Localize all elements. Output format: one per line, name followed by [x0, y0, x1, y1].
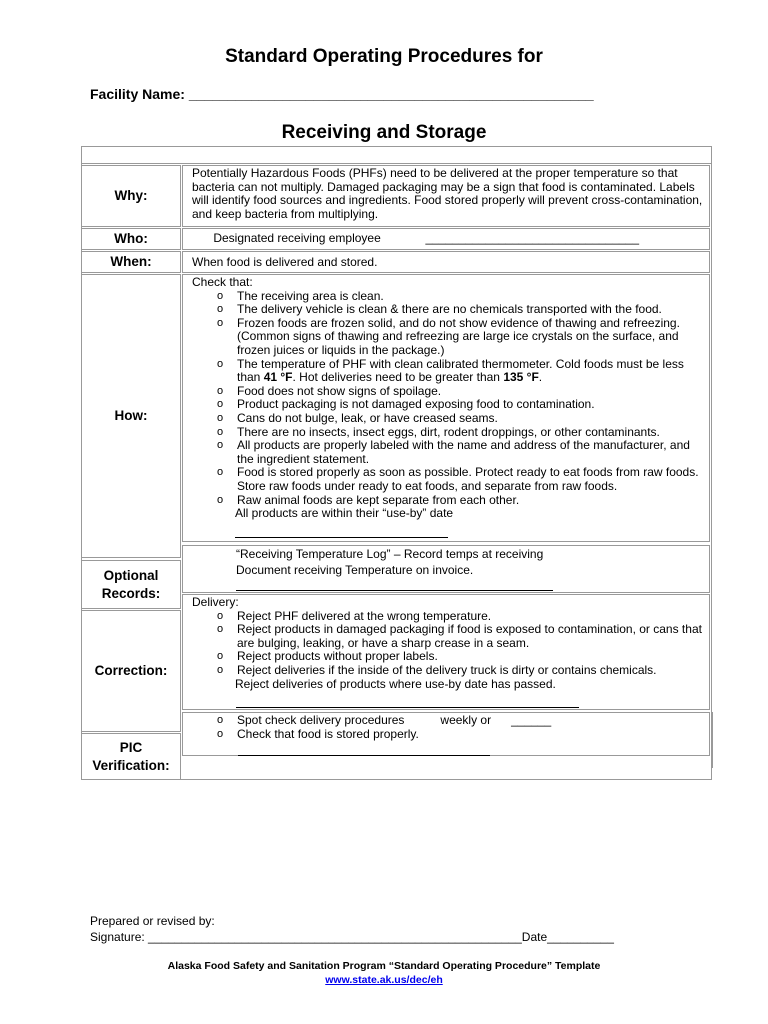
program-footer: Alaska Food Safety and Sanitation Program “Standard Operating Procedure” Template: [167, 960, 601, 972]
verification-right-border: [709, 712, 713, 768]
list-item: o Raw animal foods are kept separate from each other.: [192, 494, 709, 508]
table-top-row: [81, 146, 712, 164]
who-cell: [182, 228, 710, 250]
records-line2: Document receiving Temperature on invoice.: [236, 562, 474, 577]
how-label: How:: [81, 274, 181, 558]
verification-underline: [238, 755, 490, 756]
correction-intro: Delivery:: [192, 595, 239, 609]
list-item: o Cans do not bulge, leak, or have creased seams.: [192, 412, 709, 426]
date-blank: __________: [547, 929, 614, 944]
facility-blank: ____________________________________________________: [188, 86, 594, 102]
list-item: o Frozen foods are frozen solid, and do not show evidence of thawing and refreezing. (Common signs of thawing and refreezing are large ice crystals on the surface, and frozen juices or liquids in the package.): [192, 317, 709, 358]
verification-label: PIC Verification:: [81, 733, 181, 780]
how-extra: All products are within their “use-by” date: [235, 506, 454, 521]
when-cell: [182, 251, 710, 273]
who-text: Designated receiving employee: [213, 231, 381, 245]
how-extra-underline: [235, 537, 448, 538]
correction-extra: Reject deliveries of products where use-by date has passed.: [235, 676, 556, 691]
correction-cell: [182, 594, 710, 710]
why-text: Potentially Hazardous Foods (PHFs) need to be delivered at the proper temperature so that bacteria can not multiply. Damaged packaging may be a sign that food is contaminated. Labels will identify food sources and ingredients. Food stored properly will prevent cross-contamination, and keep bacteria from multiplying.: [192, 166, 703, 221]
correction-list: [192, 610, 709, 678]
records-label: Optional Records:: [81, 560, 181, 609]
list-item: o Spot check delivery procedures weekly or ______: [192, 714, 709, 728]
list-item: o The receiving area is clean.: [192, 290, 709, 304]
prepared-block: [90, 914, 614, 945]
correction-label: Correction:: [81, 610, 181, 732]
verification-list: [192, 714, 709, 741]
how-intro: Check that:: [192, 275, 253, 289]
records-cell: [182, 545, 710, 593]
list-item: o There are no insects, insect eggs, dirt, rodent droppings, or other contaminants.: [192, 426, 709, 440]
hot-temp: 135 °F: [503, 370, 539, 385]
list-item: o Food does not show signs of spoilage.: [192, 385, 709, 399]
why-label: Why:: [81, 165, 181, 227]
facility-label: Facility Name:: [90, 86, 185, 102]
list-item-temperature: [192, 358, 709, 385]
signature-line[interactable]: [90, 930, 614, 946]
list-item: o Food is stored properly as soon as possible. Protect ready to eat foods from raw foods. Store raw foods under ready to eat foods, and separate from raw foods.: [192, 466, 709, 493]
list-item: o Product packaging is not damaged exposing food to contamination.: [192, 398, 709, 412]
who-label: Who:: [81, 228, 181, 250]
temp-post: .: [538, 370, 543, 385]
who-blank: ________________________________: [425, 231, 640, 245]
temp-pre: The temperature of PHF with clean calibrated thermometer. Cold foods must be less than: [237, 356, 684, 385]
frequency-blank: ______: [511, 713, 552, 727]
when-text: When food is delivered and stored.: [192, 255, 378, 269]
cold-temp: 41 °F: [263, 370, 293, 385]
list-item: o Check that food is stored properly.: [192, 728, 709, 742]
list-item: o Reject deliveries if the inside of the delivery truck is dirty or contains chemicals.: [192, 664, 709, 678]
records-underline: [236, 590, 553, 591]
when-label: When:: [81, 251, 181, 273]
list-item: o Reject PHF delivered at the wrong temperature.: [192, 610, 709, 624]
list-item: o Reject products in damaged packaging if food is exposed to contamination, or cans that are bulging, leaking, or have a sharp crease in a seam.: [192, 623, 709, 650]
list-item: o All products are properly labeled with the name and address of the manufacturer, and the ingredient statement.: [192, 439, 709, 466]
list-item: o Reject products without proper labels.: [192, 650, 709, 664]
prepared-label: Prepared or revised by:: [90, 914, 215, 928]
signature-label: Signature:: [90, 929, 145, 944]
list-item: o The delivery vehicle is clean & there are no chemicals transported with the food.: [192, 303, 709, 317]
records-line1: “Receiving Temperature Log” – Record temps at receiving: [236, 547, 544, 561]
facility-name-line[interactable]: [90, 86, 594, 102]
why-cell: [182, 165, 710, 227]
page-title: Standard Operating Procedures for: [225, 46, 543, 67]
verification-cell: [182, 712, 710, 756]
how-cell: [182, 274, 710, 542]
how-list: [192, 290, 709, 508]
correction-underline: [236, 707, 579, 708]
date-label: Date: [521, 929, 548, 944]
page-subtitle: Receiving and Storage: [281, 122, 487, 143]
website-link[interactable]: www.state.ak.us/dec/eh: [325, 974, 443, 986]
signature-blank: ________________________________________________________: [148, 929, 522, 944]
temp-mid: . Hot deliveries need to be greater than: [292, 370, 504, 385]
